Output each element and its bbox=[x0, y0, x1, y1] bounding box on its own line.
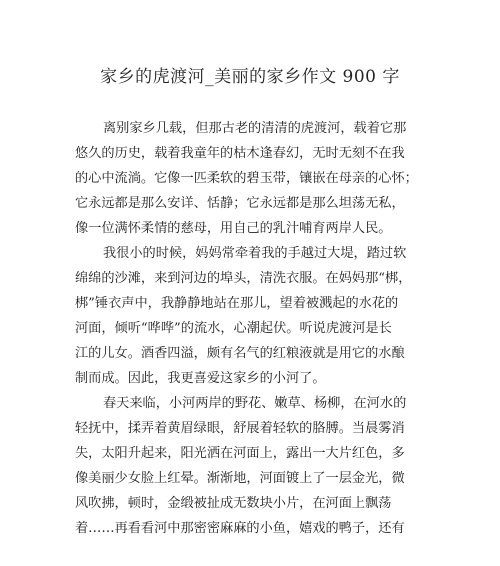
text-line: 制而成。因此，我更喜爱这家乡的小河了。 bbox=[75, 371, 326, 386]
text-line: 轻抚中，揉弄着黄眉绿眼，舒展着轻软的胳膊。当晨雾消 bbox=[75, 421, 405, 436]
text-line: 着……再看看河中那密密麻麻的小鱼，嬉戏的鸭子，还有 bbox=[75, 521, 405, 536]
article-body bbox=[75, 116, 427, 541]
text-line: 的心中流淌。它像一匹柔软的碧玉带，镶嵌在母亲的心怀； bbox=[75, 171, 418, 186]
paragraph bbox=[75, 241, 427, 391]
text-line: 离别家乡几载，但那古老的清清的虎渡河，载着它那 bbox=[103, 121, 407, 136]
text-line: 失，太阳升起来，阳光洒在河面上，露出一大片红色，多 bbox=[75, 446, 405, 461]
text-line: 梆”锤衣声中，我静静地站在那儿，望着被溅起的水花的 bbox=[75, 296, 399, 311]
text-line: 风吹拂，顿时，金缎被扯成无数块小片，在河面上飘荡 bbox=[75, 496, 392, 511]
text-line: 像一位满怀柔情的慈母，用自己的乳汁哺育两岸人民。 bbox=[75, 221, 392, 236]
text-line: 河面，倾听“哗哗”的流水，心潮起伏。听说虎渡河是长 bbox=[75, 321, 392, 336]
paragraph bbox=[75, 116, 427, 241]
text-line: 像美丽少女脸上红晕。渐渐地，河面镀上了一层金光，微 bbox=[75, 471, 405, 486]
paragraph bbox=[75, 391, 427, 541]
text-line: 它永远都是那么安详、恬静；它永远都是那么坦荡无私， bbox=[75, 196, 405, 211]
text-line: 春天来临，小河两岸的野花、嫩草、杨柳，在河水的 bbox=[103, 396, 407, 411]
text-line: 我很小的时候，妈妈常牵着我的手越过大堤，踏过软 bbox=[103, 246, 407, 261]
text-line: 绵绵的沙滩，来到河边的埠头，清洗衣服。在妈妈那“梆， bbox=[75, 271, 412, 286]
text-line: 江的儿女。酒香四溢，颇有名气的红粮液就是用它的水酿 bbox=[75, 346, 405, 361]
page-title: 家乡的虎渡河_美丽的家乡作文 900 字 bbox=[100, 67, 400, 87]
text-line: 悠久的历史，载着我童年的枯木逢春幻，无时无刻不在我 bbox=[75, 146, 405, 161]
